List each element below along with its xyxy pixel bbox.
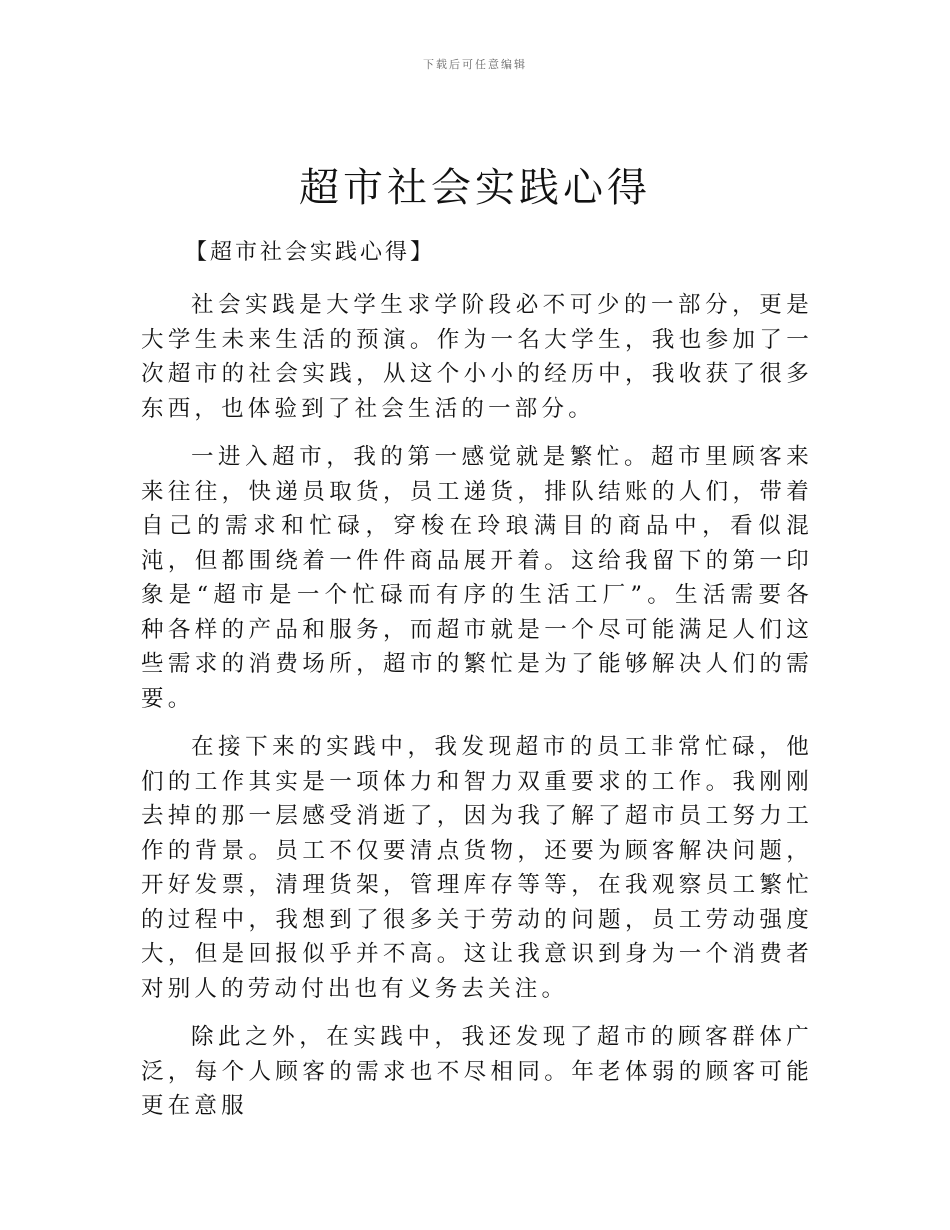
paragraph-2: 一进入超市，我的第一感觉就是繁忙。超市里顾客来来往往，快递员取货，员工递货，排队结账的人们，带着自己的需求和忙碌，穿梭在玲琅满目的商品中，看似混沌，但都围绕着一件件商品展开着。这给我留下的第一印象是“超市是一个忙碌而有序的生活工厂”。生活需要各种各样的产品和服务，而超市就是一个尽可能满足人们这些需求的消费场所，超市的繁忙是为了能够解决人们的需要。 [141, 444, 813, 712]
paragraph-4: 除此之外，在实践中，我还发现了超市的顾客群体广泛，每个人顾客的需求也不尽相同。年老体弱的顾客可能更在意服 [141, 1024, 813, 1119]
page-header-note: 下载后可任意编辑 [423, 58, 527, 71]
paragraph-1: 社会实践是大学生求学阶段必不可少的一部分，更是大学生未来生活的预演。作为一名大学生，我也参加了一次超市的社会实践，从这个小小的经历中，我收获了很多东西，也体验到了社会生活的一部分。 [141, 292, 813, 422]
document-title: 超市社会实践心得 [299, 165, 651, 211]
document-subtitle: 【超市社会实践心得】 [185, 240, 436, 265]
paragraph-3: 在接下来的实践中，我发现超市的员工非常忙碌，他们的工作其实是一项体力和智力双重要求的工作。我刚刚去掉的那一层感受消逝了，因为我了解了超市员工努力工作的背景。员工不仅要清点货物，还要为顾客解决问题，开好发票，清理货架，管理库存等等，在我观察员工繁忙的过程中，我想到了很多关于劳动的问题，员工劳动强度大，但是回报似乎并不高。这让我意识到身为一个消费者对别人的劳动付出也有义务去关注。 [141, 734, 813, 1002]
document-body [141, 234, 813, 1138]
